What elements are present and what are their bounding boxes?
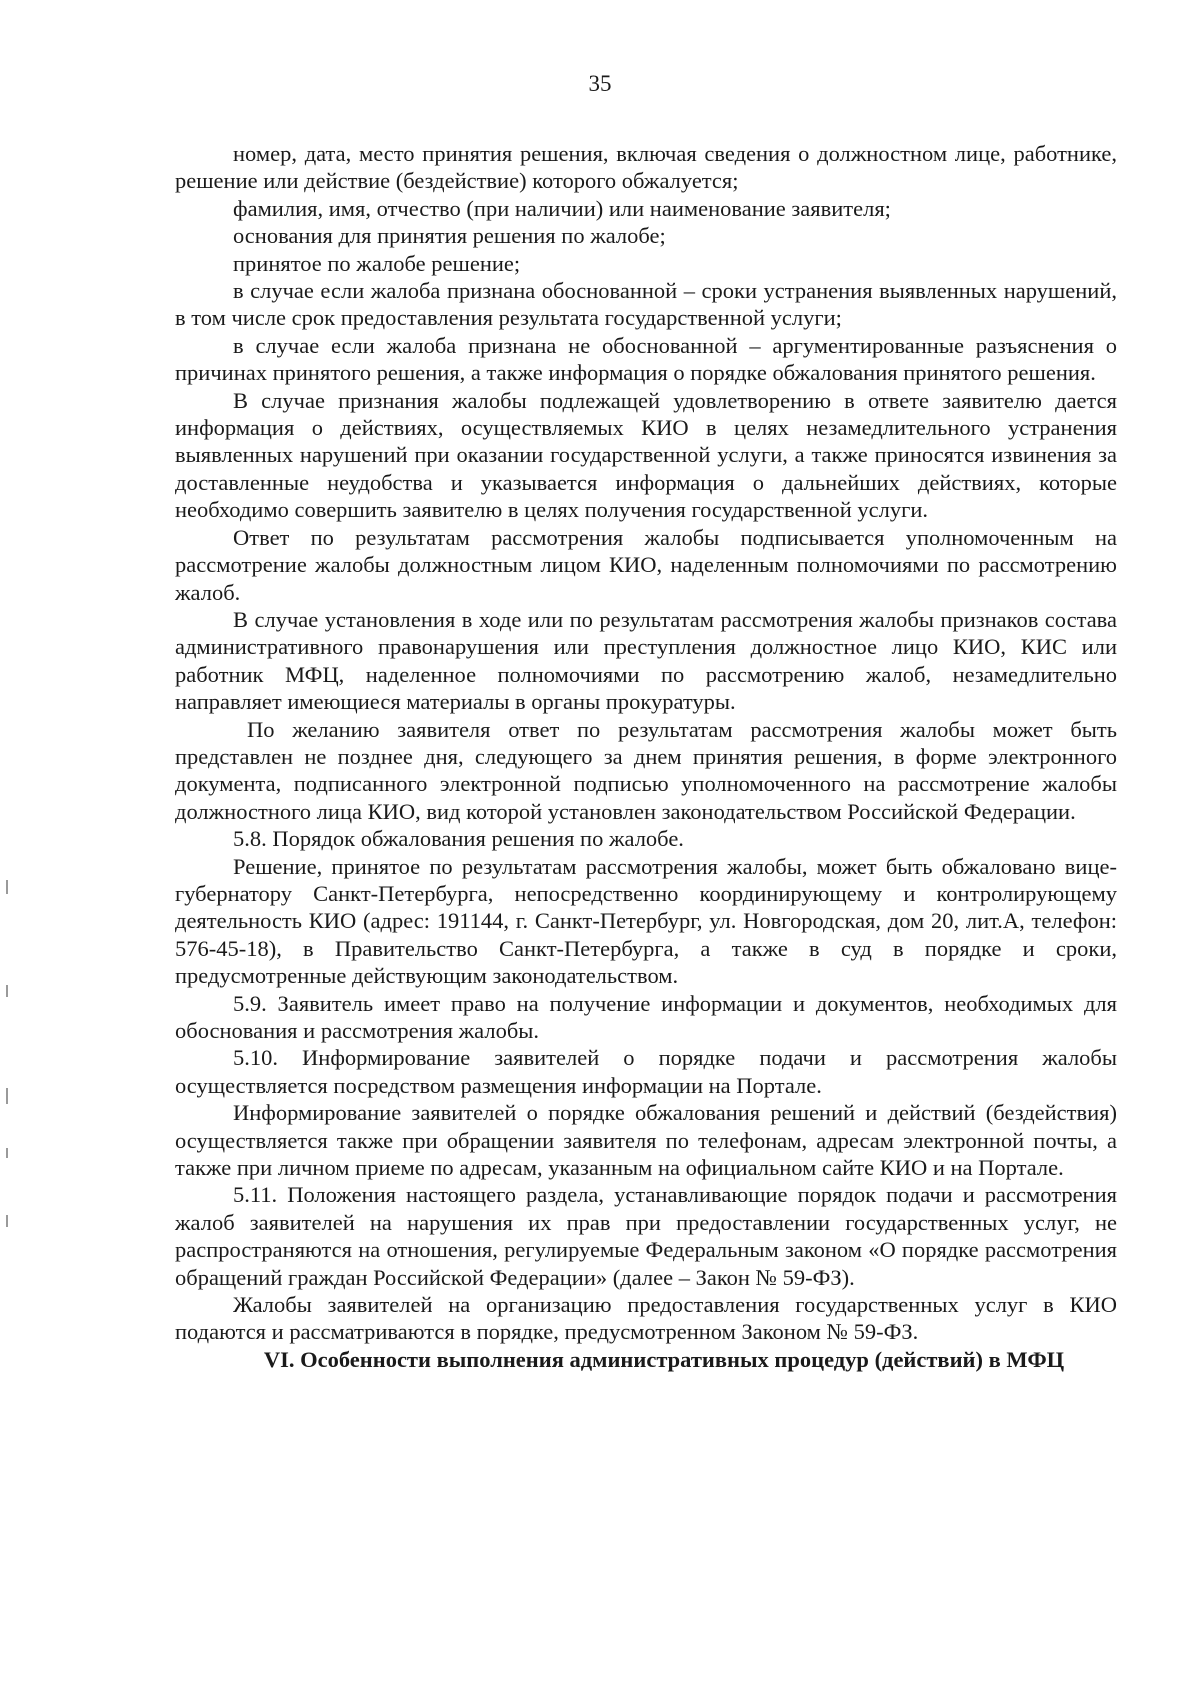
section-heading: VI. Особенности выполнения административных процедур (действий) в МФЦ	[263, 1346, 1065, 1372]
scan-edge-mark	[6, 1215, 8, 1227]
paragraph: Ответ по результатам рассмотрения жалобы подписывается уполномоченным на рассмотрение жалобы должностным лицом КИО, наделенным полномочиями по рассмотрению жалоб.	[175, 524, 1117, 605]
scan-edge-mark	[6, 1148, 8, 1158]
paragraph: По желанию заявителя ответ по результатам рассмотрения жалобы может быть представлен не позднее дня, следующего за днем принятия решения, в форме электронного документа, подписанного электронной подписью уполномоченного на рассмотрение жалобы должностного лица КИО, вид которой установлен законодательством Российской Федерации.	[175, 716, 1117, 824]
scan-edge-mark	[6, 985, 8, 997]
paragraph: 5.11. Положения настоящего раздела, устанавливающие порядок подачи и рассмотрения жалоб заявителей на нарушения их прав при предоставлении государственных услуг, не распространяются на отношения, регулируемые Федеральным законом «О порядке рассмотрения обращений граждан Российской Федерации» (далее – Закон № 59-ФЗ).	[175, 1182, 1117, 1290]
page-number: 35	[588, 71, 612, 96]
paragraph: основания для принятия решения по жалобе;	[233, 223, 666, 249]
paragraph: 5.9. Заявитель имеет право на получение информации и документов, необходимых для обоснования и рассмотрения жалобы.	[175, 990, 1117, 1043]
paragraph: номер, дата, место принятия решения, включая сведения о должностном лице, работнике, решение или действие (бездействие) которого обжалуется;	[175, 141, 1117, 194]
scan-edge-mark	[6, 880, 8, 894]
paragraph: Информирование заявителей о порядке обжалования решений и действий (бездействия) осуществляется также при обращении заявителя по телефонам, адресам электронной почты, а также при личном приеме по адресам, указанным на официальном сайте КИО и на Портале.	[175, 1100, 1117, 1181]
paragraph: в случае если жалоба признана не обоснованной – аргументированные разъяснения о причинах принятого решения, а также информация о порядке обжалования принятого решения.	[175, 332, 1117, 386]
paragraph: фамилия, имя, отчество (при наличии) или наименование заявителя;	[233, 195, 891, 221]
paragraph: В случае признания жалобы подлежащей удовлетворению в ответе заявителю дается информация о действиях, осуществляемых КИО в целях незамедлительного устранения выявленных нарушений при оказании государственной услуги, а также приносятся извинения за доставленные неудобства и указывается информация о дальнейших действиях, которые необходимо совершить заявителю в целях получения государственной услуги.	[175, 387, 1117, 523]
paragraph: 5.10. Информирование заявителей о порядке подачи и рассмотрения жалобы осуществляется посредством размещения информации на Портале.	[175, 1045, 1117, 1098]
paragraph: Жалобы заявителей на организацию предоставления государственных услуг в КИО подаются и рассматриваются в порядке, предусмотренном Законом № 59-ФЗ.	[175, 1292, 1117, 1345]
paragraph: В случае установления в ходе или по результатам рассмотрения жалобы признаков состава административного правонарушения или преступления должностное лицо КИО, КИС или работник МФЦ, наделенное полномочиями по рассмотрению жалоб, незамедлительно направляет имеющиеся материалы в органы прокуратуры.	[175, 606, 1117, 715]
scan-edge-mark	[6, 1088, 8, 1104]
paragraph: Решение, принятое по результатам рассмотрения жалобы, может быть обжаловано вице-губернатору Санкт-Петербурга, непосредственно координирующему и контролирующему деятельность КИО (адрес: 191144, г. Санкт-Петербург, ул. Новгородская, дом 20, лит.А, телефон: 576-45-18), в Правительство Санкт-Петербурга, а также в суд в порядке и сроки, предусмотренные действующим законодательством.	[175, 853, 1117, 989]
document-body	[175, 140, 1117, 1373]
paragraph: в случае если жалоба признана обоснованной – сроки устранения выявленных нарушений, в том числе срок предоставления результата государственной услуги;	[175, 278, 1117, 331]
paragraph: принятое по жалобе решение;	[233, 250, 521, 276]
paragraph: 5.8. Порядок обжалования решения по жалобе.	[233, 826, 684, 852]
